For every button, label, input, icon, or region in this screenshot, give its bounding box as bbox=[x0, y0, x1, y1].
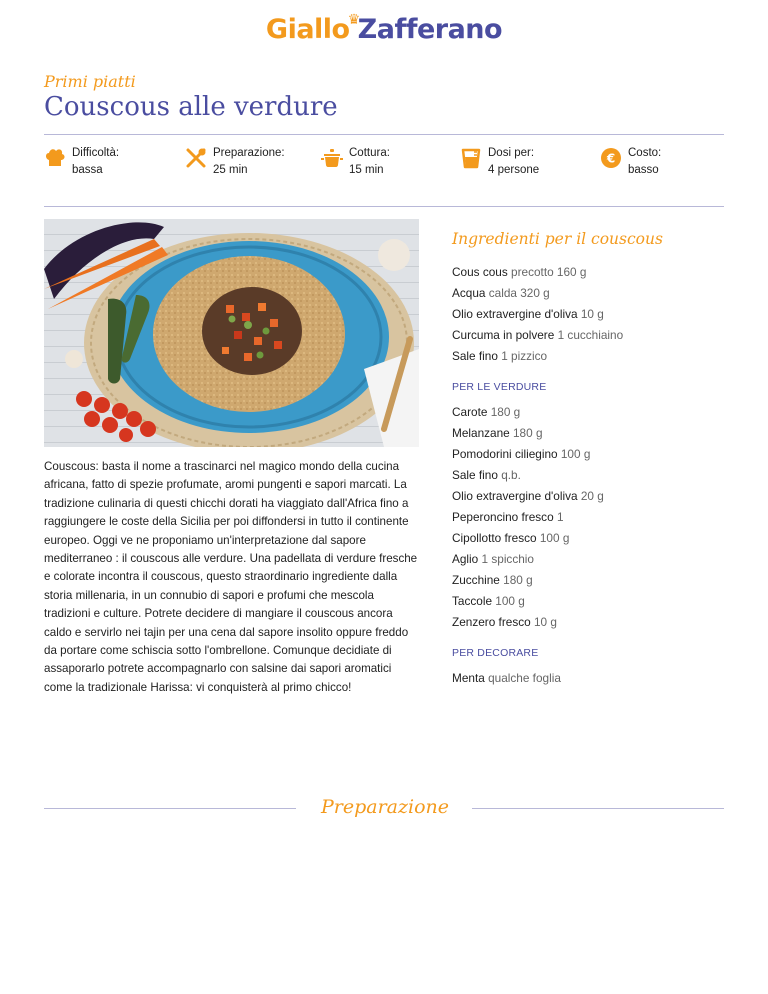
info-label: Cottura: bbox=[349, 147, 390, 159]
ingredient-name: Zenzero fresco bbox=[452, 615, 531, 629]
info-label: Difficoltà: bbox=[72, 147, 120, 159]
ingredient-item[interactable] bbox=[452, 447, 590, 461]
recipe-photo bbox=[44, 219, 419, 447]
logo-text-1: Giallo bbox=[265, 14, 350, 45]
ingredient-item[interactable] bbox=[452, 265, 586, 279]
ingredient-name: Carote bbox=[452, 405, 488, 419]
ingredient-name: Olio extravergine d'oliva bbox=[452, 489, 578, 503]
ingredient-qty: 100 g bbox=[539, 531, 570, 545]
ingredient-qty: 180 g bbox=[513, 426, 543, 440]
ingredient-item[interactable] bbox=[452, 307, 604, 321]
ingredient-name: Sale fino bbox=[452, 349, 498, 363]
chef-hat-icon bbox=[44, 147, 66, 169]
logo-text-3: afferano bbox=[376, 14, 503, 45]
site-logo[interactable] bbox=[0, 14, 768, 45]
ingredient-item[interactable] bbox=[452, 349, 547, 363]
ingredient-qty: 20 g bbox=[580, 489, 604, 503]
ingredient-qty: 10 g bbox=[580, 307, 604, 321]
info-label: Preparazione: bbox=[213, 147, 285, 159]
ingredient-item[interactable] bbox=[452, 489, 604, 503]
prep-divider-left bbox=[44, 808, 296, 809]
crown-icon: ♛ bbox=[347, 12, 360, 28]
svg-text:€: € bbox=[606, 151, 616, 166]
ingredient-name: Zucchine bbox=[452, 573, 500, 587]
ingredient-item[interactable] bbox=[452, 615, 557, 629]
ingredient-qty: 10 g bbox=[533, 615, 557, 629]
recipe-category[interactable]: Primi piatti bbox=[44, 72, 136, 91]
info-label: Dosi per: bbox=[488, 147, 535, 159]
ingredient-item[interactable] bbox=[452, 552, 534, 566]
ingredient-name: Peperoncino fresco bbox=[452, 510, 554, 524]
ingredient-name: Pomodorini ciliegino bbox=[452, 447, 558, 461]
ingredient-qty: precotto 160 g bbox=[511, 265, 587, 279]
ingredient-item[interactable] bbox=[452, 671, 561, 685]
ingredient-name: Aglio bbox=[452, 552, 479, 566]
ingredient-item[interactable] bbox=[452, 531, 569, 545]
pot-icon bbox=[321, 147, 343, 169]
ingredient-item[interactable] bbox=[452, 510, 564, 524]
ingredient-name: Curcuma in polvere bbox=[452, 328, 555, 342]
preparation-heading: Preparazione bbox=[320, 796, 450, 818]
ingredient-name: Melanzane bbox=[452, 426, 510, 440]
ingredient-qty: q.b. bbox=[501, 468, 521, 482]
ingredient-qty: 100 g bbox=[495, 594, 525, 608]
ingredient-qty: 1 bbox=[556, 510, 564, 524]
ingredient-qty: calda 320 g bbox=[488, 286, 550, 300]
prep-divider-right bbox=[472, 808, 724, 809]
header-divider bbox=[44, 134, 724, 135]
couscous-image bbox=[44, 219, 419, 447]
measuring-cup-icon bbox=[460, 147, 482, 169]
info-label: Costo: bbox=[628, 147, 662, 159]
ingredient-name: Olio extravergine d'oliva bbox=[452, 307, 578, 321]
info-value: basso bbox=[628, 164, 659, 176]
ingredient-item[interactable] bbox=[452, 573, 533, 587]
info-value: 15 min bbox=[349, 164, 384, 176]
info-value: 4 persone bbox=[488, 164, 540, 176]
page-title: Couscous alle verdure bbox=[44, 92, 338, 122]
ingredient-item[interactable] bbox=[452, 594, 525, 608]
ingredient-name: Taccole bbox=[452, 594, 492, 608]
section-heading-verdure: PER LE VERDURE bbox=[452, 381, 547, 393]
info-value: 25 min bbox=[213, 164, 248, 176]
section-heading-decorare: PER DECORARE bbox=[452, 647, 539, 659]
ingredient-name: Cous cous bbox=[452, 265, 508, 279]
ingredient-name: Cipollotto fresco bbox=[452, 531, 537, 545]
ingredient-qty: 180 g bbox=[490, 405, 521, 419]
ingredient-qty: 1 spicchio bbox=[481, 552, 534, 566]
ingredient-item[interactable] bbox=[452, 328, 623, 342]
ingredient-name: Acqua bbox=[452, 286, 486, 300]
info-divider bbox=[44, 206, 724, 207]
ingredient-item[interactable] bbox=[452, 286, 550, 300]
ingredient-qty: 180 g bbox=[503, 573, 533, 587]
ingredient-name: Menta bbox=[452, 671, 485, 685]
ingredient-name: Sale fino bbox=[452, 468, 498, 482]
ingredient-qty: 1 pizzico bbox=[501, 349, 548, 363]
logo-text-2: Z bbox=[357, 14, 377, 45]
euro-icon bbox=[600, 147, 622, 169]
ingredient-qty: 1 cucchiaino bbox=[557, 328, 624, 342]
ingredient-qty: 100 g bbox=[560, 447, 591, 461]
recipe-intro: Couscous: basta il nome a trascinarci nel magico mondo della cucina africana, fatto di spezie profumate, aromi pungenti e sapori marcati. La tradizione culinaria di questi chicchi dorati ha viaggiato dall'Africa fino a raggiungere le coste della Sicilia per poi diffondersi in tutto il continente europeo. Oggi ve ne proponiamo un'interpretazione dal sapore mediterraneo : il couscous alle verdure. Una padellata di verdure fresche e colorate incontra il couscous, questo straordinario ingrediente dalla storia millenaria, in un connubio di sapori e profumi che mescola tradizioni e culture. Potrete decidere di mangiare il couscous ancora caldo e servirlo nei tajin per una cena dal sapore insolito oppure freddo da portare come schiscia sotto l'ombrellone. Comunque decidiate di assaporarlo potrete accompagnarlo con salsine dai sapori aromatici come la tradizionale Harissa: vi conquisterà al primo chicco! bbox=[44, 460, 418, 694]
ingredient-item[interactable] bbox=[452, 426, 543, 440]
ingredient-item[interactable] bbox=[452, 405, 520, 419]
ingredient-qty: qualche foglia bbox=[488, 671, 561, 685]
ingredient-item[interactable] bbox=[452, 468, 521, 482]
utensils-icon bbox=[185, 147, 207, 169]
ingredients-heading: Ingredienti per il couscous bbox=[452, 230, 663, 248]
info-value: bassa bbox=[72, 164, 103, 176]
